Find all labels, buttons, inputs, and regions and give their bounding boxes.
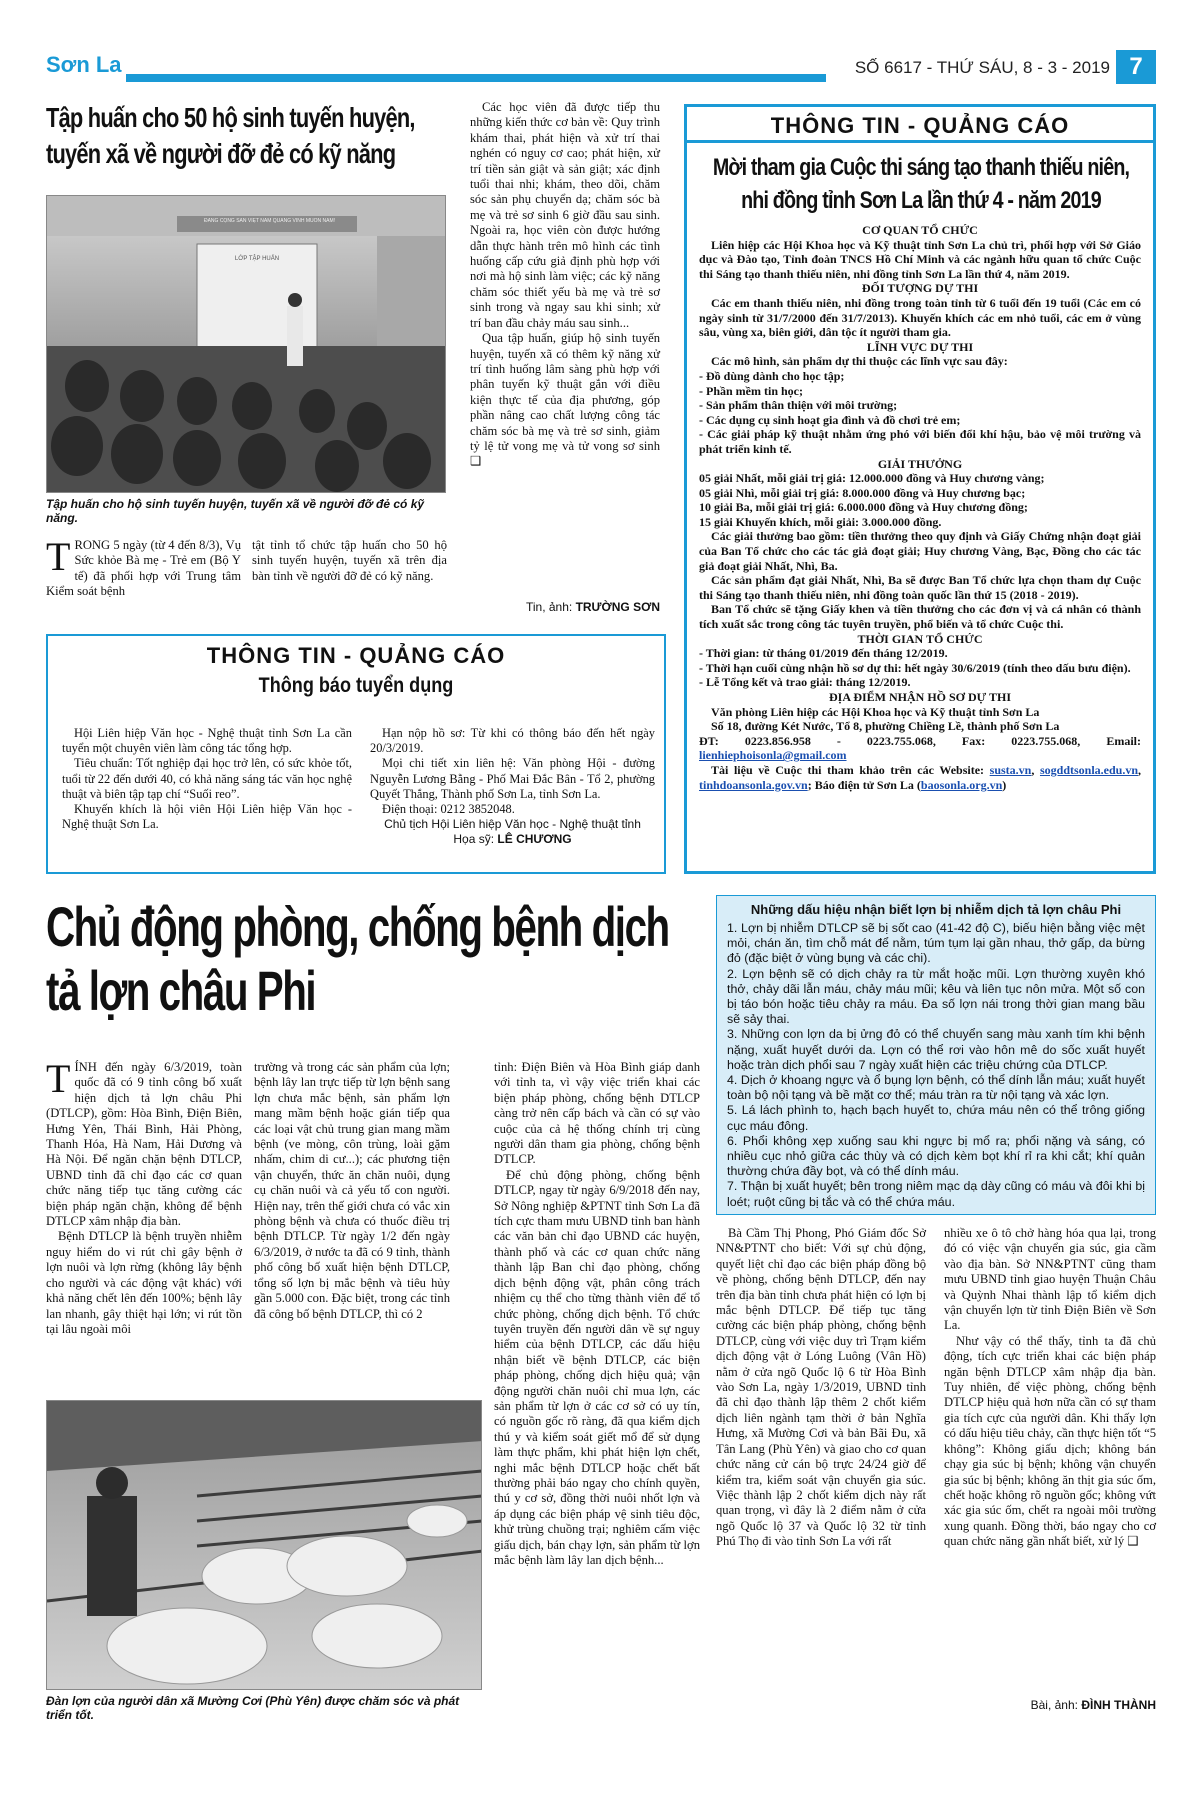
signs-item: 1. Lợn bị nhiễm DTLCP sẽ bị sốt cao (41-42 độ C), biếu hiện bằng việc mệt mỏi, chán ăn, tìm chỗ mát để nằm, túm tụm lại gần nhau, thở gấp, da bừng đỏ (đặc biệt ở vùng bụng và các chi).	[727, 921, 1145, 966]
contest-h-time: THỜI GIAN TỔ CHỨC	[857, 631, 983, 646]
contest-email-link[interactable]: lienhiephoisonla@gmail.com	[699, 748, 847, 763]
contest-ad-box	[684, 104, 1156, 874]
recruitment-ad-box	[46, 634, 666, 874]
signs-box-title: Những dấu hiệu nhận biết lợn bị nhiễm dịch tả lợn châu Phi	[750, 902, 1122, 917]
training-lead-col2: tật tỉnh tổ chức tập huấn cho 50 hộ sinh tuyến huyện, tuyến xã trên địa bàn tỉnh về người đỡ đẻ có kỹ năng.	[252, 538, 447, 583]
header-rule	[126, 74, 826, 82]
contest-h-prize: GIẢI THƯỞNG	[877, 456, 963, 471]
article-training-title: Tập huấn cho 50 hộ sinh tuyến huyện, tuyến xã về người đỡ đẻ có kỹ năng	[46, 102, 415, 169]
signs-item: 2. Lợn bệnh sẽ có dịch chảy ra từ mắt hoặc mũi. Lợn thường xuyên khó thở, chảy dãi lẫn máu, chảy máu mũi; kêu và liên tục nôn mửa. Một số con bị táo bón hoặc tiêu chảy ra máu. Đa số lợn nái trong thời gian mang bầu sẽ sảy thai.	[727, 966, 1145, 1027]
recruitment-ad-left: Hội Liên hiệp Văn học - Nghệ thuật tỉnh Sơn La cần tuyển một chuyên viên làm công tác tổng hợp. Tiêu chuẩn: Tốt nghiệp đại học trở lên, có sức khỏe tốt, tuổi từ 22 đến dưới 40, có khả năng sáng tác văn học nghệ thuật và biên tập tạp chí “Suối reo”. Khuyến khích là hội viên Hội Liên hiệp Văn học - Nghệ thuật Sơn La.	[62, 726, 352, 832]
recruitment-signer-name: Họa sỹ: LÊ CHƯƠNG	[453, 832, 572, 847]
signs-item: 5. Lá lách phình to, hạch bạch huyết to, chứa máu nên có thể trông giống cục máu đông.	[727, 1103, 1145, 1133]
swine-col5: nhiều xe ô tô chở hàng hóa qua lại, trong đó có việc vận chuyển gia súc, gia cầm vào địa bàn. Sở NN&PTNT cũng tham mưu UBND tỉnh giao huyện Thuận Châu và Quỳnh Nhai thành lập tổ kiểm dịch vận chuyển lợn từ tỉnh Điện Biên về Sơn La. Như vậy có thể thấy, tỉnh ta đã chủ động, tích cực triển khai các biện pháp ngăn bệnh DTLCP xâm nhập địa bàn. Tuy nhiên, để việc phòng, chống bệnh DTLCP hiệu quả hơn nữa cần có sự tham gia tích cực của người dân. Khi thấy lợn có dấu hiệu tiêu chảy, cần thực hiện tốt “5 không”: Không giấu dịch; không bán chạy gia súc bị bệnh; không vận chuyển gia súc bị bệnh; không ăn thịt gia súc ốm, chết hoặc không rõ nguồn gốc; không vứt xác gia súc ốm, chết ra ngoài môi trường xung quanh. Đồng thời, báo ngay cho cơ quan chức năng gần nhất biết, xử lý ❑	[944, 1226, 1156, 1549]
training-lead-col1: TRONG 5 ngày (từ 4 đến 8/3), Vụ Sức khỏe Bà mẹ - Trẻ em (Bộ Y tế) đã phối hợp với Trung tâm Kiểm soát bệnh	[46, 534, 241, 599]
contest-site-link-4[interactable]: baosonla.org.vn	[920, 777, 1003, 792]
swine-col3: tỉnh: Điện Biên và Hòa Bình giáp danh với tỉnh ta, vì vậy việc triển khai các biện pháp phòng, chống bệnh DTLCP càng trở nên cấp bách và cần có sự vào cuộc của cả hệ thống chính trị cùng người dân tham gia phòng, chống bệnh DTLCP. Để chủ động phòng, chống bệnh DTLCP, ngay từ ngày 6/9/2018 đến nay, Sở Nông nghiệp &PTNT tỉnh Sơn La đã tích cực tham mưu UBND tỉnh ban hành các văn bản chỉ đạo UBND các huyện, thành phố và các cơ quan chức năng thành lập Ban chỉ đạo phòng, chống dịch bệnh động vật, phân công trách nhiệm cụ thể cho từng thành viên để tổ chức phòng, chống dịch bệnh. Tổ chức tuyên truyền đến người dân về sự nguy hiểm của bệnh DTLCP, các dấu hiệu nhận biết về bệnh DTLCP, các biện pháp phòng, chống dịch hiệu quả; vận động người chăn nuôi chỉ mua lợn, các sản phẩm từ lợn ở các cơ sở có uy tín, có nguồn gốc rõ ràng, đã qua kiểm dịch thú y và kiểm soát giết mổ để sử dụng làm thực phẩm, khi phát hiện lợn chết, nghi mắc bệnh DTLCP hoặc chết bất thường phải báo ngay cho chính quyền, thú y cơ sở, đồng thời nuôi nhốt lợn và áp dụng các biện pháp vệ sinh tiêu độc, khử trùng chuồng trại; nghiêm cấm việc giấu dịch, bán chạy lợn, sản phẩm từ lợn mắc bệnh làm lây lan dịch bệnh...	[494, 1060, 700, 1567]
swine-col1: TÍNH đến ngày 6/3/2019, toàn quốc đã có 9 tỉnh công bố xuất hiện dịch tả lợn châu Phi (DTLCP), gồm: Hòa Bình, Điện Biên, Hưng Yên, Thái Bình, Hải Phòng, Thanh Hóa, Hà Nam, Hải Dương và Hà Nội. Để ngăn chặn bệnh DTLCP, UBND tỉnh đã chỉ đạo các cơ quan chức năng tiếp tục tăng cường các biện pháp ngăn chặn, không để bệnh DTLCP xâm nhập địa bàn. Bệnh DTLCP là bệnh truyền nhiễm nguy hiểm do vi rút chỉ gây bệnh ở lợn nuôi và lợn rừng (không lây bệnh cho người và các động vật khác) với khả năng chết lên đến 100%; bệnh lây lan nhanh, gây thiệt hại lớn; vi rút tồn tại lâu ngoài môi	[46, 1056, 242, 1336]
contest-h-org: CƠ QUAN TỔ CHỨC	[862, 223, 978, 237]
contest-h-field: LĨNH VỰC DỰ THI	[866, 339, 974, 354]
recruitment-ad-label: THÔNG TIN - QUẢNG CÁO	[206, 643, 506, 668]
contest-ad-label: THÔNG TIN - QUẢNG CÁO	[687, 107, 1153, 143]
contest-site-link-3[interactable]: tinhdoansonla.gov.vn	[699, 777, 808, 792]
pig-farm-photo-image	[47, 1401, 482, 1690]
pig-farm-photo-caption: Đàn lợn của người dân xã Mường Cơi (Phù Yên) được chăm sóc và phát triển tốt.	[46, 1694, 460, 1722]
swine-col4: Bà Cầm Thị Phong, Phó Giám đốc Sở NN&PTNT cho biết: Với sự chủ động, quyết liệt chỉ đạo các biện pháp đồng bộ về phòng, chống bệnh DTLCP, đến nay trên địa bàn tỉnh chưa phát hiện có lợn bị mắc bệnh DTLCP. Để tiếp tục tăng cường các biện pháp phòng, chống bệnh DTLCP, cùng với việc duy trì Trạm kiểm dịch động vật ở Lóng Luông (Vân Hồ) nằm ở cửa ngõ Quốc lộ 6 từ Hòa Bình vào Sơn La, ngày 1/3/2019, UBND tỉnh đã chỉ đạo thành lập thêm 2 chốt kiểm dịch liên ngành tạm thời ở bản Nghĩa Hưng, xã Mường Cơi và bản Bãi Đu, xã Tân Lang (Phù Yên) và giao cho cơ quan chức năng cử cán bộ trực 24/24 giờ để kiểm tra, kiểm soát vận chuyển gia súc. Việc thành lập 2 chốt kiểm dịch này rất quan trọng, vì đây là 2 điểm nằm ở cửa ngõ Quốc lộ 37 và Quốc lộ 32 từ tỉnh Phú Thọ đi vào tỉnh Sơn La với rất	[716, 1226, 926, 1549]
recruitment-ad-right: Hạn nộp hồ sơ: Từ khi có thông báo đến hết ngày 20/3/2019. Mọi chi tiết xin liên hệ: Văn phòng Hội - đường Nguyễn Lương Bằng - Phố Mai Đắc Bân - Tổ 2, phường Quyết Thắng, Thành phố Sơn La, tỉnh Sơn La. Điện thoại: 0212 3852048. Chủ tịch Hội Liên hiệp Văn học - Nghệ thuật tỉnh Họa sỹ: LÊ CHƯƠNG	[370, 726, 655, 847]
swine-dropcap: T	[46, 1056, 71, 1101]
recruitment-ad-title: Thông báo tuyển dụng	[258, 674, 454, 697]
swine-col2: trường và trong các sản phẩm của lợn; bệnh lây lan trực tiếp từ lợn bệnh sang lợn chưa mắc bệnh, sản phẩm lợn mang mầm bệnh hoặc gián tiếp qua các loại vật chủ trung gian mang mầm bệnh (ve mòng, côn trùng, loài gặm nhấm, chim di cư...); các phương tiện vận chuyển, thức ăn chăn nuôi, dụng cụ chăn nuôi và cả yếu tố con người. Hiện nay, trên thế giới chưa có vắc xin phòng bệnh và chưa có thuốc điều trị bệnh DTLCP. Từ ngày 1/2 đến ngày 6/3/2019, ở nước ta đã có 9 tỉnh, thành phố công bố xuất hiện bệnh DTLCP, tổng số lợn bị mắc bệnh và tiêu hủy gần 5.000 con. Đặc biệt, trong các tỉnh đã công bố bệnh DTLCP, thì có 2	[254, 1060, 450, 1321]
signs-box	[716, 895, 1156, 1215]
section-name: Sơn La	[46, 52, 122, 77]
page-header	[46, 50, 1156, 90]
training-photo	[46, 195, 446, 493]
issue-info: SỐ 6617 - THỨ SÁU, 8 - 3 - 2019	[854, 58, 1110, 77]
contest-site-link-1[interactable]: susta.vn	[989, 762, 1032, 777]
swine-byline: Bài, ảnh: ĐÌNH THÀNH	[1030, 1698, 1156, 1712]
signs-item: 7. Thận bị xuất huyết; bên trong niêm mạc dạ dày cũng có máu và đôi khi bị loét; ruột cũng bị tắc và có thể chứa máu.	[727, 1179, 1145, 1209]
contest-h-place: ĐỊA ĐIỂM NHẬN HỒ SƠ DỰ THI	[828, 690, 1012, 704]
signs-item: 4. Dịch ở khoang ngực và ổ bụng lợn bệnh, có thể dính lẫn máu; xuất huyết toàn bộ nội tạng và bề mặt cơ thể; máu tràn ra từ nội tạng và xác lợn.	[727, 1073, 1145, 1103]
article-swine-fever-title: Chủ động phòng, chống bệnh dịch tả lợn châu Phi	[46, 895, 669, 1022]
signs-item: 3. Những con lợn da bị ửng đỏ có thể chuyển sang màu xanh tím khi bệnh nặng, xuất huyết dưới da. Lợn có thể rơi vào hôn mê do sốc xuất huyết hoặc tràn dịch phổi sau 7 ngày xuất hiện các triệu chứng của DTLCP.	[727, 1027, 1145, 1072]
training-photo-caption: Tập huấn cho hộ sinh tuyến huyện, tuyến xã về người đỡ đẻ có kỹ năng.	[46, 497, 425, 525]
photo-banner-text: ĐẢNG CỘNG SẢN VIỆT NAM QUANG VINH MUÔN NĂM!	[203, 218, 336, 224]
signs-item: 6. Phổi không xẹp xuống sau khi ngực bị mổ ra; phổi nặng và sáng, có nhiều cục nhỏ giữa các thùy và có dịch kèm bọt khí rỉ ra khi cắt; khí quản thường chứa đầy bọt, và có thể dính máu.	[727, 1133, 1145, 1179]
photo-slide-text: LỚP TẬP HUẤN	[234, 256, 280, 262]
training-dropcap: T	[46, 534, 71, 579]
contest-ad-body: CƠ QUAN TỔ CHỨC Liên hiệp các Hội Khoa học và Kỹ thuật tỉnh Sơn La chủ trì, phối hợp với Sở Giáo dục và Đào tạo, Tỉnh đoàn TNCS Hồ Chí Minh và các ngành hữu quan tổ chức Cuộc thi Sáng tạo thanh thiếu niên, nhi đồng tỉnh Sơn La lần thứ 4, năm 2019. ĐỐI TƯỢNG DỰ THI Các em thanh thiếu niên, nhi đồng trong toàn tỉnh từ 6 tuổi đến 19 tuổi (Các em có ngày sinh từ 31/7/2000 đến 31/7/2013). Khuyến khích các em nhỏ tuổi, các em ở vùng sâu, vùng xa, biên giới, dân tộc ít người tham gia. LĨNH VỰC DỰ THI Các mô hình, sản phẩm dự thi thuộc các lĩnh vực sau đây: - Đồ dùng dành cho học tập; - Phần mềm tin học; - Sản phẩm thân thiện với môi trường; - Các dụng cụ sinh hoạt gia đình và đồ chơi trẻ em; - Các giải pháp kỹ thuật nhằm ứng phó với biến đổi khí hậu, bảo vệ môi trường và phát triển kinh tế. GIẢI THƯỞNG 05 giải Nhất, mỗi giải trị giá: 12.000.000 đồng và Huy chương vàng; 05 giải Nhì, mỗi giải trị giá: 8.000.000 đồng và Huy chương bạc; 10 giải Ba, mỗi giải trị giá: 6.000.000 đồng và Huy chương đồng; 15 giải Khuyến khích, mỗi giải: 3.000.000 đồng. Các giải thưởng bao gồm: tiền thưởng theo quy định và Giấy Chứng nhận đoạt giải của Ban Tổ chức cho các tác giả đoạt giải; Huy chương Vàng, Bạc, Đồng cho các tác giả đoạt giải Nhất, Nhì, Ba. Các sản phẩm đạt giải Nhất, Nhì, Ba sẽ được Ban Tổ chức lựa chọn tham dự Cuộc thi Sáng tạo thanh thiếu niên, nhi đồng toàn quốc lần thứ 15 (2018 - 2019). Ban Tổ chức sẽ tặng Giấy khen và tiền thưởng cho các đơn vị và cá nhân có thành tích xuất sắc trong công tác tuyên truyền, phổ biến và tổ chức Cuộc thi. THỜI GIAN TỔ CHỨC - Thời gian: từ tháng 01/2019 đến tháng 12/2019. - Thời hạn cuối cùng nhận hồ sơ dự thi: hết ngày 30/6/2019 (tính theo dấu bưu điện). - Lễ Tổng kết và trao giải: tháng 12/2019. ĐỊA ĐIỂM NHẬN HỒ SƠ DỰ THI Văn phòng Liên hiệp các Hội Khoa học và Kỹ thuật tỉnh Sơn La Số 18, đường Két Nước, Tổ 8, phường Chiềng Lề, thành phố Sơn La ĐT: 0223.856.958 - 0223.755.068, Fax: 0223.755.068, Email: lienhiephoisonla@gmail.com Tài liệu về Cuộc thi tham khảo trên các Website: susta.vn, sogddtsonla.edu.vn, tinhdoansonla.gov.vn; Báo điện tử Sơn La (baosonla.org.vn)	[699, 223, 1142, 792]
training-col3: Các học viên đã được tiếp thu những kiến thức cơ bản về: Quy trình khám thai, phát hiện và xử trí thai nghén có nguy cơ cao; phát hiện, xử trí tiền sản giật và sản giật; xác định tuổi thai nhi; khám, theo dõi, chăm sóc sản phụ chuyển dạ; chăm sóc bà mẹ và trẻ sơ sinh 6 giờ đầu sau sinh. Ngoài ra, học viên còn được hướng dẫn thực hành trên mô hình các tình huống cấp cứu giả định phù hợp với nơi mà hộ sinh làm việc; các kỹ năng chăm sóc thiết yếu bà mẹ và trẻ sơ sinh trong và ngay sau khi sinh; xử trí ban đầu chảy máu sau sinh... Qua tập huấn, giúp hộ sinh tuyến huyện, tuyến xã có thêm kỹ năng xử trí tình huống lâm sàng phù hợp với phân tuyến kỹ thuật gắn với điều kiện thực tế của địa phương, góp phần nâng cao chất lượng công tác chăm sóc bà mẹ và trẻ sơ sinh, giảm tỷ lệ tử vong mẹ và tử vong sơ sinh ❑	[470, 100, 660, 469]
contest-site-link-2[interactable]: sogddtsonla.edu.vn	[1039, 762, 1139, 777]
pig-farm-photo	[46, 1400, 482, 1690]
recruitment-signer: Chủ tịch Hội Liên hiệp Văn học - Nghệ thuật tỉnh	[384, 817, 641, 832]
training-photo-image	[47, 196, 446, 493]
page-number: 7	[1116, 50, 1156, 84]
contest-ad-title: Mời tham gia Cuộc thi sáng tạo thanh thiếu niên, nhi đồng tỉnh Sơn La lần thứ 4 - năm 2019	[712, 154, 1130, 214]
signs-box-body	[717, 921, 1155, 1210]
contest-h-target: ĐỐI TƯỢNG DỰ THI	[861, 281, 979, 296]
training-byline: Tin, ảnh: TRƯỜNG SƠN	[525, 600, 660, 614]
